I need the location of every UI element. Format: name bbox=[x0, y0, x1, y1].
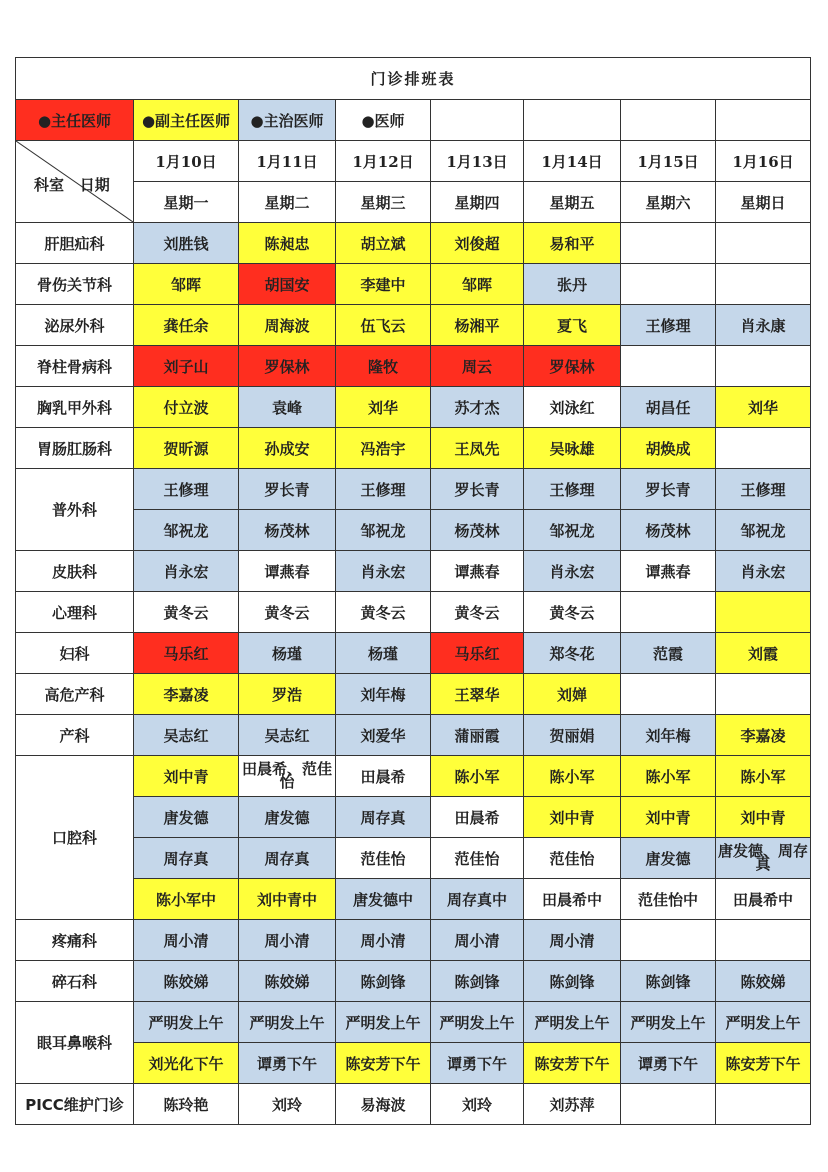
doctor-cell: 周存真中 bbox=[431, 879, 524, 920]
doctor-cell: 谭勇下午 bbox=[431, 1043, 524, 1084]
department-name: 胸乳甲外科 bbox=[16, 387, 134, 428]
department-name: 肝胆疝科 bbox=[16, 223, 134, 264]
department-name: 疼痛科 bbox=[16, 920, 134, 961]
doctor-cell: 易海波 bbox=[336, 1084, 431, 1125]
doctor-cell: 谭燕春 bbox=[431, 551, 524, 592]
table-row bbox=[16, 879, 811, 920]
legend-item: ●主任医师 bbox=[16, 100, 134, 141]
header-corner bbox=[16, 141, 134, 223]
table-row bbox=[16, 305, 811, 346]
doctor-cell bbox=[621, 674, 716, 715]
doctor-cell: 田晨希、范佳怡 bbox=[239, 756, 336, 797]
table-row bbox=[16, 674, 811, 715]
doctor-cell: 周存真 bbox=[134, 838, 239, 879]
doctor-cell: 刘婵 bbox=[524, 674, 621, 715]
table-row bbox=[16, 633, 811, 674]
doctor-cell: 唐发德 bbox=[134, 797, 239, 838]
doctor-cell: 刘爱华 bbox=[336, 715, 431, 756]
doctor-cell: 李嘉凌 bbox=[716, 715, 811, 756]
doctor-cell: 范霞 bbox=[621, 633, 716, 674]
doctor-cell: 郑冬花 bbox=[524, 633, 621, 674]
doctor-cell: 刘胜钱 bbox=[134, 223, 239, 264]
doctor-cell: 黄冬云 bbox=[134, 592, 239, 633]
doctor-cell: 黄冬云 bbox=[524, 592, 621, 633]
doctor-cell: 胡立斌 bbox=[336, 223, 431, 264]
doctor-cell: 刘中青 bbox=[621, 797, 716, 838]
doctor-cell: 刘子山 bbox=[134, 346, 239, 387]
doctor-cell: 刘华 bbox=[716, 387, 811, 428]
doctor-cell: 肖永宏 bbox=[716, 551, 811, 592]
doctor-cell: 马乐红 bbox=[431, 633, 524, 674]
doctor-cell: 王修理 bbox=[134, 469, 239, 510]
weekday-header: 星期二 bbox=[239, 182, 336, 223]
doctor-cell: 杨瑾 bbox=[336, 633, 431, 674]
doctor-cell: 王修理 bbox=[336, 469, 431, 510]
weekday-header: 星期三 bbox=[336, 182, 431, 223]
doctor-cell: 邹祝龙 bbox=[716, 510, 811, 551]
doctor-cell: 唐发德 bbox=[621, 838, 716, 879]
doctor-cell: 罗长青 bbox=[621, 469, 716, 510]
doctor-cell: 陈姣娣 bbox=[239, 961, 336, 1002]
doctor-cell: 田晨希 bbox=[431, 797, 524, 838]
department-name: 心理科 bbox=[16, 592, 134, 633]
doctor-cell: 付立波 bbox=[134, 387, 239, 428]
doctor-cell: 谭燕春 bbox=[239, 551, 336, 592]
table-row bbox=[16, 920, 811, 961]
doctor-cell: 苏才杰 bbox=[431, 387, 524, 428]
doctor-cell: 陈姣娣 bbox=[134, 961, 239, 1002]
doctor-cell: 刘中青 bbox=[524, 797, 621, 838]
table-row bbox=[16, 264, 811, 305]
doctor-cell: 李建中 bbox=[336, 264, 431, 305]
legend-empty-cell bbox=[716, 100, 811, 141]
doctor-cell: 周小清 bbox=[134, 920, 239, 961]
date-header: 1月12日 bbox=[336, 141, 431, 182]
doctor-cell: 严明发上午 bbox=[431, 1002, 524, 1043]
weekday-header: 星期六 bbox=[621, 182, 716, 223]
legend-item: ●医师 bbox=[336, 100, 431, 141]
table-row bbox=[16, 797, 811, 838]
doctor-cell: 周小清 bbox=[524, 920, 621, 961]
department-name: 泌尿外科 bbox=[16, 305, 134, 346]
doctor-cell: 范佳怡 bbox=[336, 838, 431, 879]
doctor-cell: 邹祝龙 bbox=[336, 510, 431, 551]
doctor-cell: 黄冬云 bbox=[336, 592, 431, 633]
doctor-cell: 罗保林 bbox=[524, 346, 621, 387]
table-row bbox=[16, 1084, 811, 1125]
doctor-cell: 杨茂林 bbox=[239, 510, 336, 551]
doctor-cell: 李嘉凌 bbox=[134, 674, 239, 715]
doctor-cell: 贺昕源 bbox=[134, 428, 239, 469]
doctor-cell: 谭燕春 bbox=[621, 551, 716, 592]
doctor-cell: 刘苏萍 bbox=[524, 1084, 621, 1125]
doctor-cell: 隆牧 bbox=[336, 346, 431, 387]
date-header: 1月14日 bbox=[524, 141, 621, 182]
doctor-cell: 刘中青 bbox=[134, 756, 239, 797]
doctor-cell: 王修理 bbox=[716, 469, 811, 510]
doctor-cell: 陈小军 bbox=[524, 756, 621, 797]
doctor-cell: 蒲丽霞 bbox=[431, 715, 524, 756]
doctor-cell: 周小清 bbox=[336, 920, 431, 961]
doctor-cell: 刘泳红 bbox=[524, 387, 621, 428]
doctor-cell: 周海波 bbox=[239, 305, 336, 346]
department-name: 口腔科 bbox=[16, 756, 134, 920]
doctor-cell: 谭勇下午 bbox=[239, 1043, 336, 1084]
doctor-cell: 王翠华 bbox=[431, 674, 524, 715]
doctor-cell: 唐发德 bbox=[239, 797, 336, 838]
table-row bbox=[16, 223, 811, 264]
doctor-cell bbox=[716, 428, 811, 469]
doctor-cell: 范佳怡中 bbox=[621, 879, 716, 920]
department-name: 胃肠肛肠科 bbox=[16, 428, 134, 469]
weekday-header: 星期五 bbox=[524, 182, 621, 223]
doctor-cell: 陈安芳下午 bbox=[336, 1043, 431, 1084]
doctor-cell: 陈小军 bbox=[621, 756, 716, 797]
doctor-cell: 贺丽娟 bbox=[524, 715, 621, 756]
legend-empty-cell bbox=[431, 100, 524, 141]
doctor-cell bbox=[716, 346, 811, 387]
doctor-cell bbox=[716, 592, 811, 633]
doctor-cell bbox=[716, 264, 811, 305]
legend-item: ●副主任医师 bbox=[134, 100, 239, 141]
doctor-cell: 唐发德、周存真 bbox=[716, 838, 811, 879]
doctor-cell: 严明发上午 bbox=[134, 1002, 239, 1043]
doctor-cell: 马乐红 bbox=[134, 633, 239, 674]
doctor-cell: 陈剑锋 bbox=[336, 961, 431, 1002]
doctor-cell: 王修理 bbox=[621, 305, 716, 346]
doctor-cell: 邹晖 bbox=[431, 264, 524, 305]
legend-item: ●主治医师 bbox=[239, 100, 336, 141]
doctor-cell bbox=[716, 223, 811, 264]
doctor-cell: 田晨希中 bbox=[716, 879, 811, 920]
page-title: 门诊排班表 bbox=[16, 58, 811, 100]
doctor-cell: 王凤先 bbox=[431, 428, 524, 469]
doctor-cell: 谭勇下午 bbox=[621, 1043, 716, 1084]
doctor-cell: 刘中青中 bbox=[239, 879, 336, 920]
doctor-cell: 刘霞 bbox=[716, 633, 811, 674]
doctor-cell: 周存真 bbox=[336, 797, 431, 838]
doctor-cell: 王修理 bbox=[524, 469, 621, 510]
doctor-cell bbox=[621, 264, 716, 305]
table-row bbox=[16, 387, 811, 428]
doctor-cell: 严明发上午 bbox=[239, 1002, 336, 1043]
doctor-cell: 肖永康 bbox=[716, 305, 811, 346]
doctor-cell: 肖永宏 bbox=[524, 551, 621, 592]
doctor-cell: 陈小军中 bbox=[134, 879, 239, 920]
corner-label-dept: 科室 日期 bbox=[34, 176, 110, 194]
doctor-cell: 夏飞 bbox=[524, 305, 621, 346]
table-row bbox=[16, 346, 811, 387]
corner-label-date: 日期 bbox=[79, 176, 110, 194]
doctor-cell: 陈剑锋 bbox=[621, 961, 716, 1002]
doctor-cell: 刘玲 bbox=[239, 1084, 336, 1125]
doctor-cell bbox=[621, 920, 716, 961]
doctor-cell: 刘光化下午 bbox=[134, 1043, 239, 1084]
doctor-cell: 陈玲艳 bbox=[134, 1084, 239, 1125]
doctor-cell: 周云 bbox=[431, 346, 524, 387]
doctor-cell: 张丹 bbox=[524, 264, 621, 305]
weekday-header: 星期四 bbox=[431, 182, 524, 223]
doctor-cell: 胡国安 bbox=[239, 264, 336, 305]
doctor-cell bbox=[621, 223, 716, 264]
doctor-cell bbox=[621, 346, 716, 387]
doctor-cell: 田晨希中 bbox=[524, 879, 621, 920]
department-name: 骨伤关节科 bbox=[16, 264, 134, 305]
date-header: 1月13日 bbox=[431, 141, 524, 182]
department-name: 高危产科 bbox=[16, 674, 134, 715]
table-row bbox=[16, 551, 811, 592]
doctor-cell: 周小清 bbox=[239, 920, 336, 961]
table-row bbox=[16, 1043, 811, 1084]
doctor-cell: 陈剑锋 bbox=[524, 961, 621, 1002]
doctor-cell: 罗长青 bbox=[431, 469, 524, 510]
doctor-cell: 陈剑锋 bbox=[431, 961, 524, 1002]
doctor-cell: 龚任余 bbox=[134, 305, 239, 346]
date-header: 1月15日 bbox=[621, 141, 716, 182]
doctor-cell: 吴志红 bbox=[134, 715, 239, 756]
doctor-cell: 黄冬云 bbox=[239, 592, 336, 633]
doctor-cell: 陈小军 bbox=[431, 756, 524, 797]
legend-empty-cell bbox=[524, 100, 621, 141]
doctor-cell: 黄冬云 bbox=[431, 592, 524, 633]
doctor-cell: 范佳怡 bbox=[431, 838, 524, 879]
doctor-cell: 杨茂林 bbox=[431, 510, 524, 551]
doctor-cell: 陈安芳下午 bbox=[524, 1043, 621, 1084]
doctor-cell: 刘年梅 bbox=[621, 715, 716, 756]
doctor-cell: 陈安芳下午 bbox=[716, 1043, 811, 1084]
doctor-cell: 陈小军 bbox=[716, 756, 811, 797]
department-name: 皮肤科 bbox=[16, 551, 134, 592]
weekday-header: 星期一 bbox=[134, 182, 239, 223]
doctor-cell: 田晨希 bbox=[336, 756, 431, 797]
doctor-cell: 罗长青 bbox=[239, 469, 336, 510]
doctor-cell: 周存真 bbox=[239, 838, 336, 879]
department-name: 普外科 bbox=[16, 469, 134, 551]
weekday-header: 星期日 bbox=[716, 182, 811, 223]
date-header: 1月16日 bbox=[716, 141, 811, 182]
department-name: PICC维护门诊 bbox=[16, 1084, 134, 1125]
doctor-cell: 孙成安 bbox=[239, 428, 336, 469]
doctor-cell: 胡焕成 bbox=[621, 428, 716, 469]
department-name: 产科 bbox=[16, 715, 134, 756]
schedule-table bbox=[15, 57, 811, 1125]
legend-empty-cell bbox=[621, 100, 716, 141]
doctor-cell: 唐发德中 bbox=[336, 879, 431, 920]
doctor-cell bbox=[716, 920, 811, 961]
table-row bbox=[16, 1002, 811, 1043]
doctor-cell: 杨湘平 bbox=[431, 305, 524, 346]
doctor-cell: 肖永宏 bbox=[134, 551, 239, 592]
doctor-cell: 伍飞云 bbox=[336, 305, 431, 346]
table-row bbox=[16, 428, 811, 469]
doctor-cell: 陈昶忠 bbox=[239, 223, 336, 264]
department-name: 碎石科 bbox=[16, 961, 134, 1002]
doctor-cell: 陈姣娣 bbox=[716, 961, 811, 1002]
table-row bbox=[16, 756, 811, 797]
doctor-cell: 杨茂林 bbox=[621, 510, 716, 551]
doctor-cell: 吴志红 bbox=[239, 715, 336, 756]
table-row bbox=[16, 961, 811, 1002]
doctor-cell: 吴咏雄 bbox=[524, 428, 621, 469]
doctor-cell: 袁峰 bbox=[239, 387, 336, 428]
doctor-cell: 胡昌任 bbox=[621, 387, 716, 428]
doctor-cell bbox=[716, 1084, 811, 1125]
doctor-cell: 周小清 bbox=[431, 920, 524, 961]
doctor-cell: 刘华 bbox=[336, 387, 431, 428]
table-row bbox=[16, 592, 811, 633]
doctor-cell: 严明发上午 bbox=[621, 1002, 716, 1043]
table-row bbox=[16, 510, 811, 551]
doctor-cell: 范佳怡 bbox=[524, 838, 621, 879]
doctor-cell: 严明发上午 bbox=[336, 1002, 431, 1043]
doctor-cell: 易和平 bbox=[524, 223, 621, 264]
doctor-cell: 严明发上午 bbox=[524, 1002, 621, 1043]
doctor-cell: 刘中青 bbox=[716, 797, 811, 838]
department-name: 眼耳鼻喉科 bbox=[16, 1002, 134, 1084]
date-header: 1月10日 bbox=[134, 141, 239, 182]
doctor-cell: 邹晖 bbox=[134, 264, 239, 305]
doctor-cell bbox=[716, 674, 811, 715]
doctor-cell: 刘俊超 bbox=[431, 223, 524, 264]
doctor-cell: 冯浩宇 bbox=[336, 428, 431, 469]
table-row bbox=[16, 838, 811, 879]
department-name: 脊柱骨病科 bbox=[16, 346, 134, 387]
doctor-cell: 刘玲 bbox=[431, 1084, 524, 1125]
doctor-cell: 邹祝龙 bbox=[524, 510, 621, 551]
doctor-cell: 严明发上午 bbox=[716, 1002, 811, 1043]
doctor-cell: 杨瑾 bbox=[239, 633, 336, 674]
doctor-cell bbox=[621, 592, 716, 633]
doctor-cell: 罗浩 bbox=[239, 674, 336, 715]
table-row bbox=[16, 469, 811, 510]
table-row bbox=[16, 715, 811, 756]
department-name: 妇科 bbox=[16, 633, 134, 674]
doctor-cell: 肖永宏 bbox=[336, 551, 431, 592]
doctor-cell: 罗保林 bbox=[239, 346, 336, 387]
date-header: 1月11日 bbox=[239, 141, 336, 182]
doctor-cell: 邹祝龙 bbox=[134, 510, 239, 551]
doctor-cell: 刘年梅 bbox=[336, 674, 431, 715]
doctor-cell bbox=[621, 1084, 716, 1125]
